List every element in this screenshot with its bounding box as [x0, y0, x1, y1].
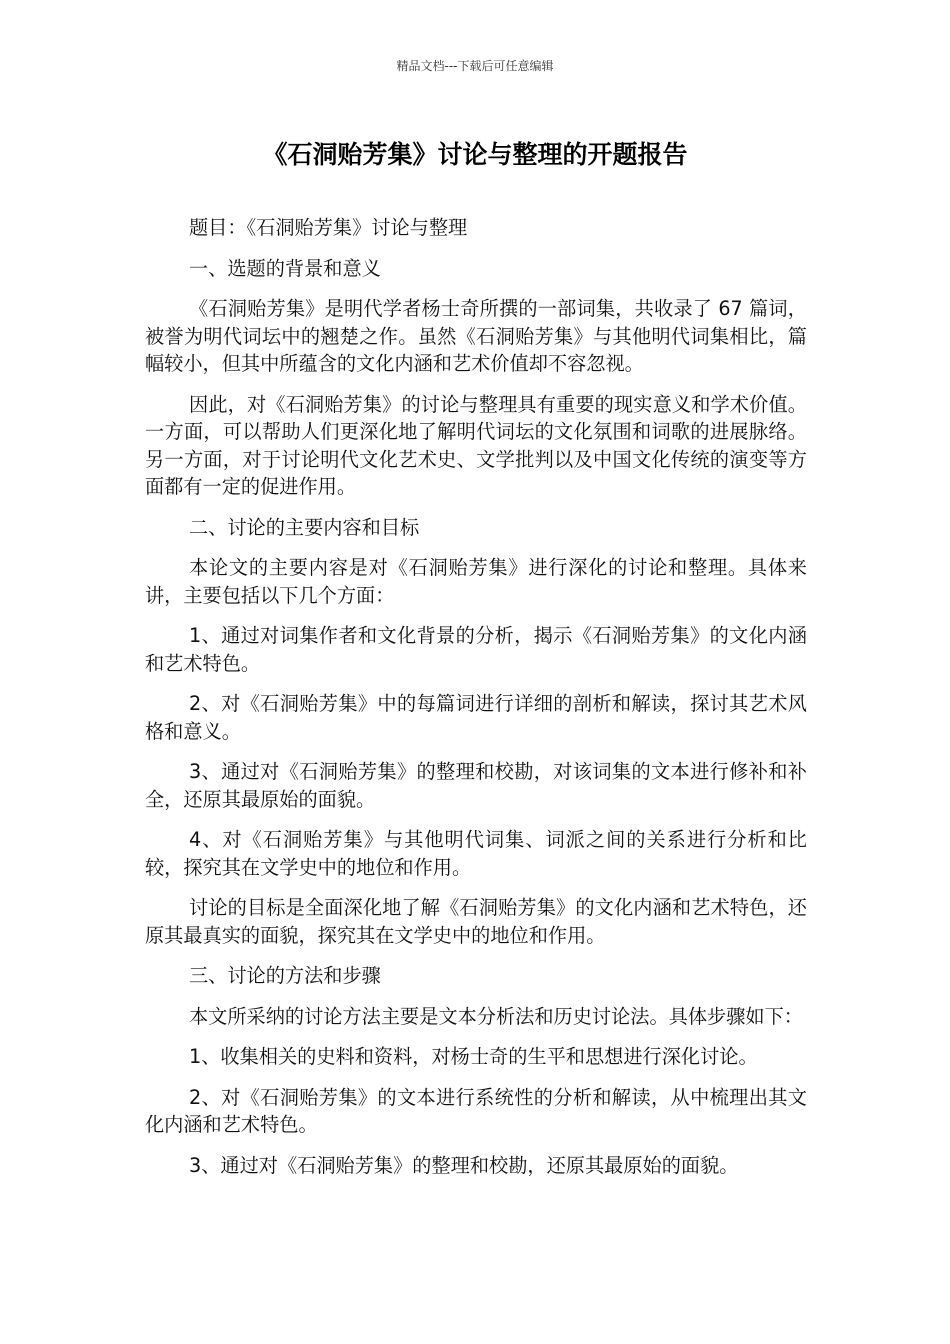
paragraph-significance: 因此，对《石洞贻芳集》的讨论与整理具有重要的现实意义和学术价值。一方面，可以帮助人们更深化地了解明代词坛的文化氛围和词歌的进展脉络。另一方面，对于讨论明代文化艺术史、文学批判以及中国文化传统的演变等方面都有一定的促进作用。 — [145, 392, 807, 498]
list-item-content-3: 3、通过对《石洞贻芳集》的整理和校勘，对该词集的文本进行修补和补全，还原其最原始的面貌。 — [145, 760, 807, 811]
topic-line: 题目：《石洞贻芳集》讨论与整理 — [189, 216, 468, 239]
section-heading-content: 二、讨论的主要内容和目标 — [189, 515, 420, 539]
list-item-step-3: 3、通过对《石洞贻芳集》的整理和校勘，还原其最原始的面貌。 — [189, 1153, 739, 1177]
list-item-content-4: 4、对《石洞贻芳集》与其他明代词集、词派之间的关系进行分析和比较，探究其在文学史中的地位和作用。 — [145, 828, 807, 879]
paragraph-goal: 讨论的目标是全面深化地了解《石洞贻芳集》的文化内涵和艺术特色，还原其最真实的面貌，探究其在文学史中的地位和作用。 — [145, 896, 807, 947]
document-body — [145, 214, 807, 1192]
list-item-step-2: 2、对《石洞贻芳集》的文本进行系统性的分析和解读，从中梳理出其文化内涵和艺术特色。 — [145, 1085, 807, 1136]
section-heading-method: 三、讨论的方法和步骤 — [189, 964, 381, 987]
section-heading-background: 一、选题的背景和意义 — [189, 256, 381, 280]
document-title: 《石洞贻芳集》讨论与整理的开题报告 — [262, 140, 688, 169]
header-note: 精品文档---下载后可任意编辑 — [396, 59, 554, 73]
list-item-content-2: 2、对《石洞贻芳集》中的每篇词进行详细的剖析和解读，探讨其艺术风格和意义。 — [145, 692, 807, 743]
list-item-step-1: 1、收集相关的史料和资料，对杨士奇的生平和思想进行深化讨论。 — [189, 1045, 758, 1068]
list-item-content-1: 1、通过对词集作者和文化背景的分析，揭示《石洞贻芳集》的文化内涵和艺术特色。 — [145, 624, 807, 675]
paragraph-method-overview: 本文所采纳的讨论方法主要是文本分析法和历史讨论法。具体步骤如下： — [189, 1004, 803, 1028]
paragraph-content-overview: 本论文的主要内容是对《石洞贻芳集》进行深化的讨论和整理。具体来讲，主要包括以下几个方面： — [145, 556, 807, 607]
paragraph-intro: 《石洞贻芳集》是明代学者杨士奇所撰的一部词集，共收录了 67 篇词，被誉为明代词坛中的翘楚之作。虽然《石洞贻芳集》与其他明代词集相比，篇幅较小，但其中所蕴含的文化内涵和艺术价值却不容忽视。 — [145, 297, 807, 375]
